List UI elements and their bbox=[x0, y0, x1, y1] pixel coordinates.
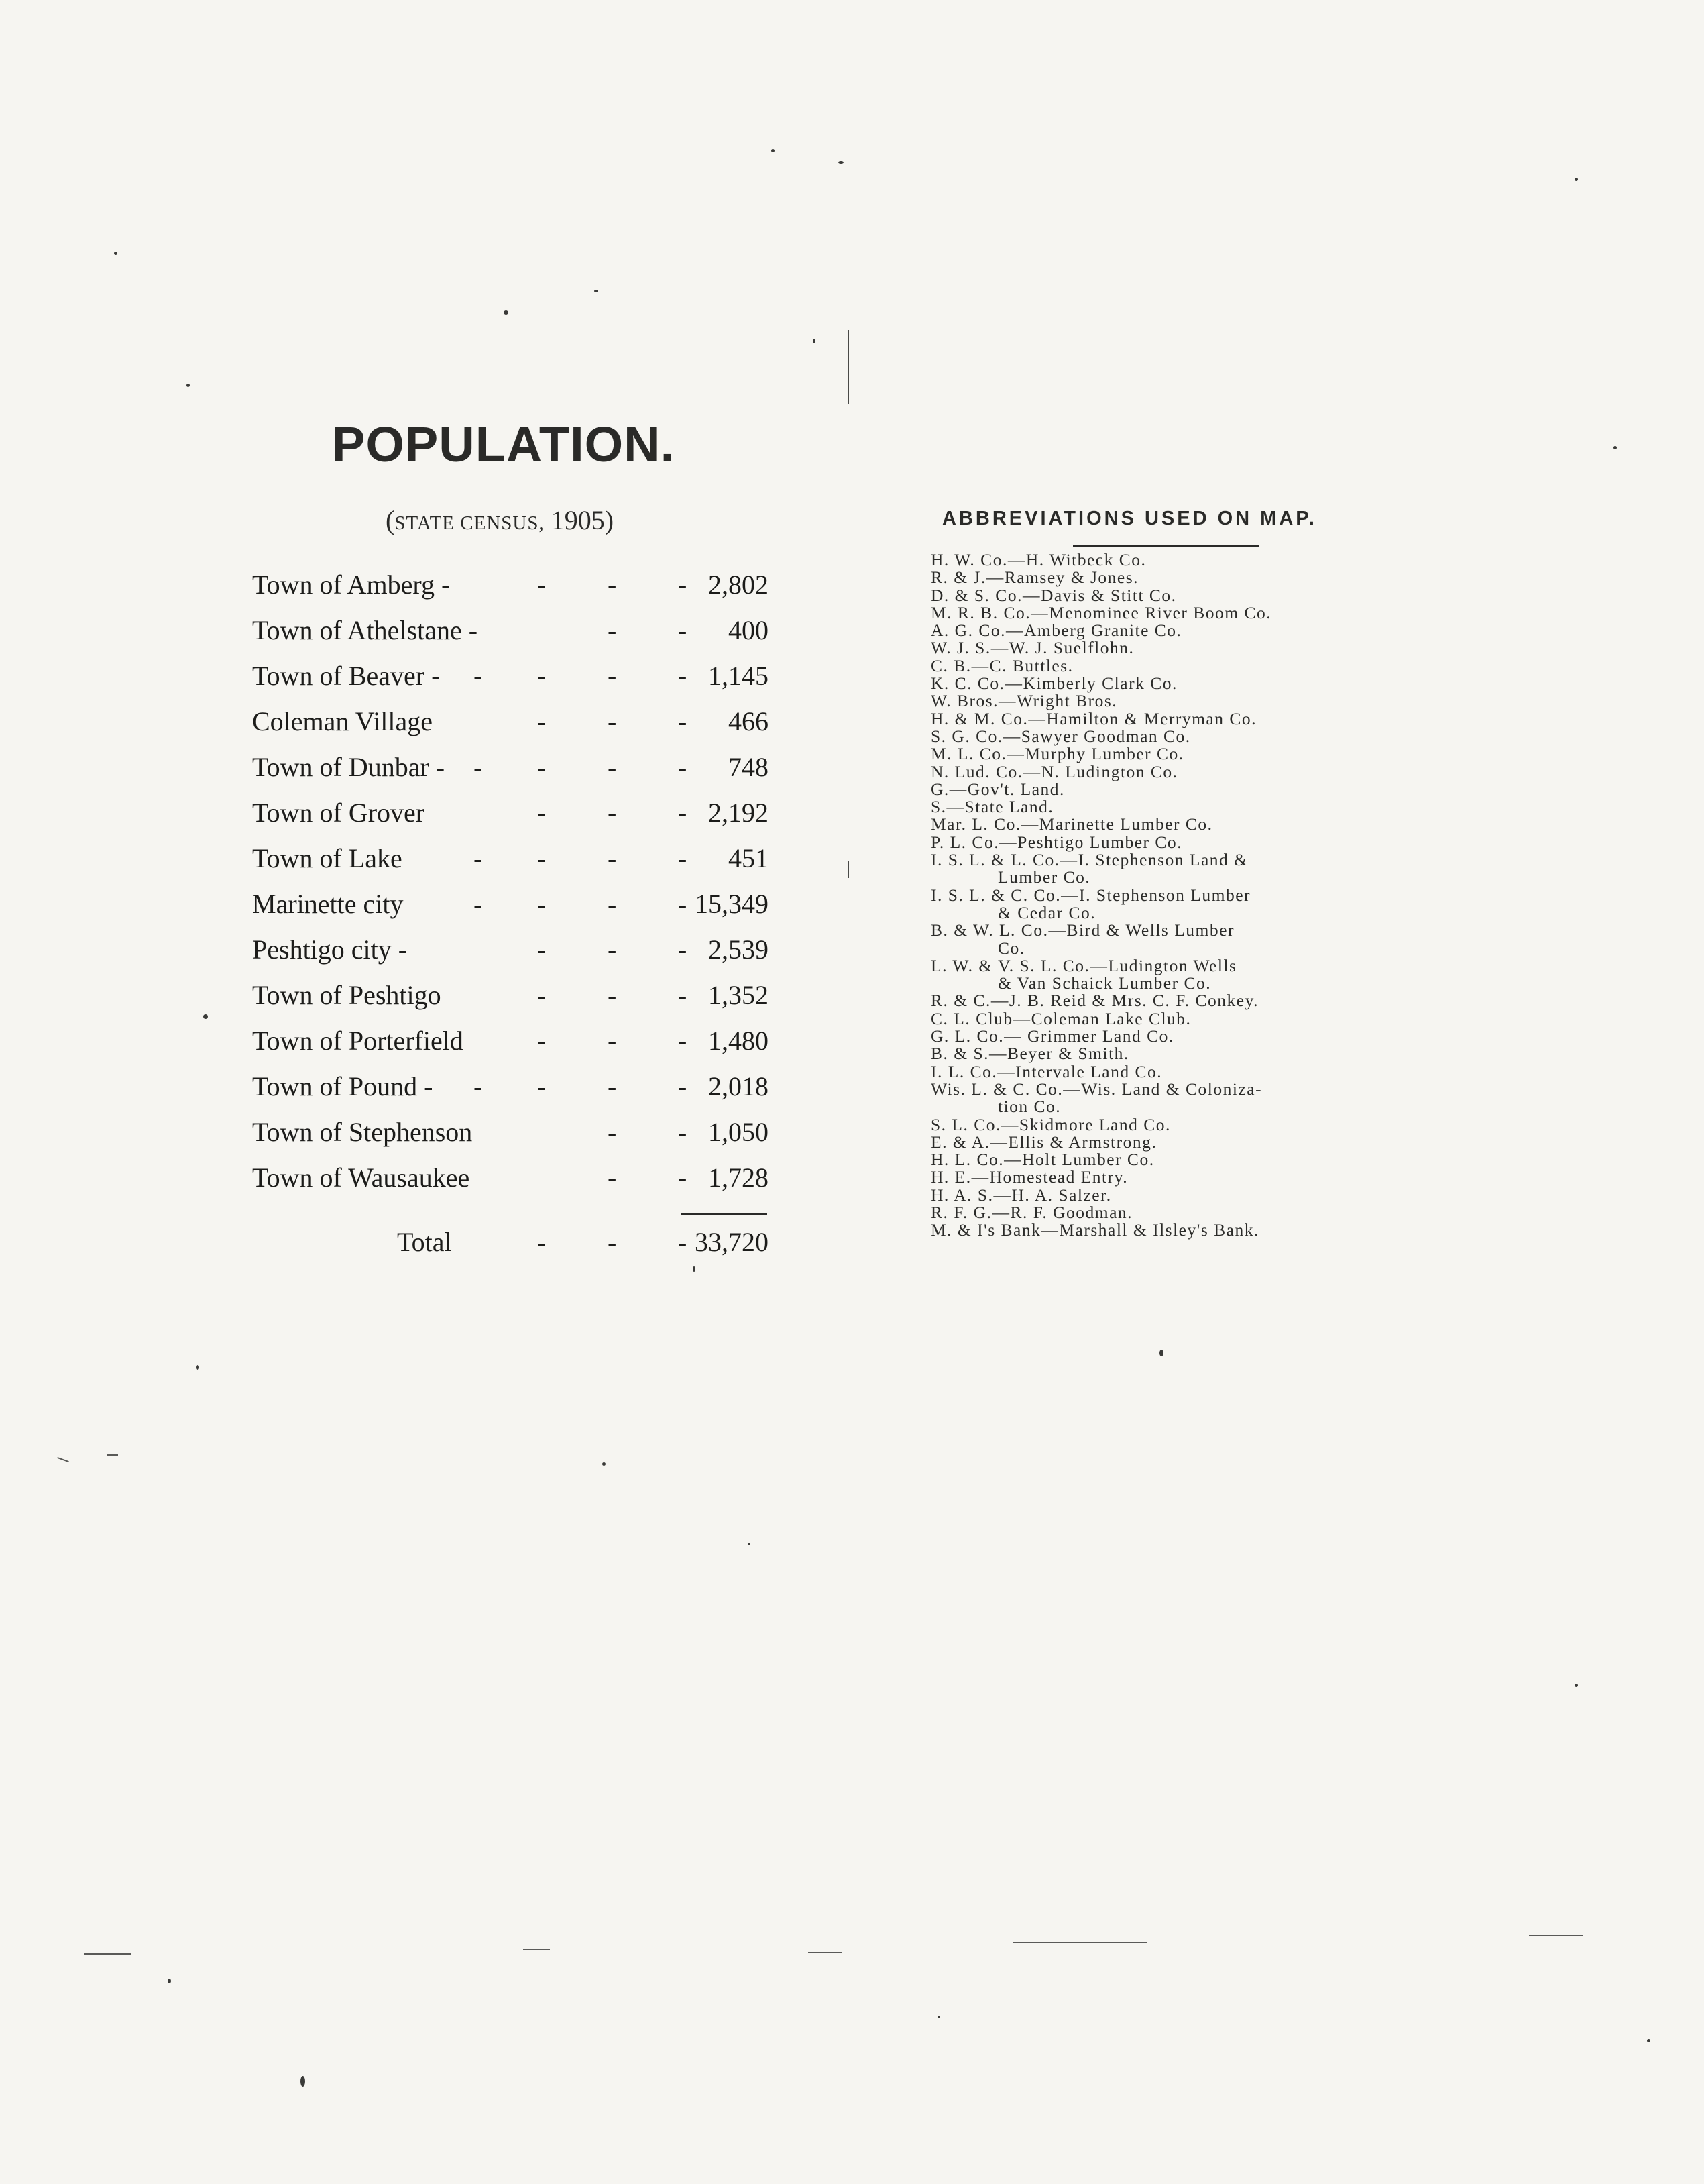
scan-mark bbox=[84, 1953, 131, 1955]
abbreviation-continuation: & Van Schaick Lumber Co. bbox=[998, 973, 1212, 993]
population-value: 400 bbox=[728, 615, 769, 645]
place-name: Town of Wausaukee bbox=[252, 1162, 470, 1193]
dash: - bbox=[537, 752, 547, 782]
scan-speck bbox=[693, 1266, 695, 1272]
scan-speck bbox=[168, 1979, 171, 1983]
dash-leader bbox=[473, 751, 701, 785]
dash: - bbox=[537, 980, 547, 1010]
dash: - bbox=[678, 1227, 687, 1257]
dash-leader bbox=[473, 660, 701, 694]
abbreviation-entry: I. S. L. & L. Co.—I. Stephenson Land & bbox=[931, 850, 1249, 870]
dash: - bbox=[608, 615, 617, 645]
dash: - bbox=[678, 569, 687, 600]
dash: - bbox=[537, 661, 547, 691]
dash: - bbox=[678, 980, 687, 1010]
scan-speck bbox=[1575, 178, 1578, 181]
abbreviation-entry: C. L. Club—Coleman Lake Club. bbox=[931, 1008, 1192, 1028]
place-name: Town of Stephenson bbox=[252, 1117, 473, 1147]
scan-speck bbox=[838, 161, 844, 164]
dash: - bbox=[678, 661, 687, 691]
place-name: Town of Dunbar - bbox=[252, 752, 445, 782]
dash: - bbox=[608, 752, 617, 782]
scan-speck bbox=[300, 2076, 305, 2087]
scan-mark bbox=[523, 1949, 550, 1950]
scan-speck bbox=[1159, 1350, 1163, 1356]
abbreviation-entry: K. C. Co.—Kimberly Clark Co. bbox=[931, 673, 1178, 694]
place-name: Town of Beaver - bbox=[252, 661, 441, 691]
dash-leader bbox=[473, 842, 701, 876]
subtitle-open-paren: ( bbox=[386, 505, 395, 535]
dash: - bbox=[678, 798, 687, 828]
population-total-row bbox=[252, 1221, 769, 1266]
total-value: 33,720 bbox=[695, 1227, 769, 1257]
place-name: Town of Peshtigo bbox=[252, 980, 441, 1010]
abbreviation-entry: W. Bros.—Wright Bros. bbox=[931, 691, 1118, 711]
population-row bbox=[252, 883, 769, 928]
place-name: Marinette city bbox=[252, 889, 404, 919]
dash: - bbox=[678, 889, 687, 919]
scan-speck bbox=[114, 252, 117, 255]
population-value: 1,352 bbox=[708, 980, 769, 1010]
dash: - bbox=[608, 1026, 617, 1056]
scan-speck bbox=[504, 310, 508, 315]
abbreviation-continuation: & Cedar Co. bbox=[998, 902, 1096, 922]
abbreviation-continuation: tion Co. bbox=[998, 1097, 1062, 1117]
dash: - bbox=[608, 569, 617, 600]
scan-speck bbox=[813, 339, 815, 343]
dash-leader bbox=[473, 614, 701, 648]
abbreviation-entry: S. L. Co.—Skidmore Land Co. bbox=[931, 1114, 1171, 1134]
dash: - bbox=[678, 843, 687, 873]
abbreviation-entry: B. & S.—Beyer & Smith. bbox=[931, 1044, 1129, 1064]
place-name: Town of Grover bbox=[252, 798, 425, 828]
dash: - bbox=[473, 843, 483, 873]
population-row bbox=[252, 1065, 769, 1111]
abbreviation-entry: M. L. Co.—Murphy Lumber Co. bbox=[931, 744, 1184, 764]
abbreviation-entry: H. E.—Homestead Entry. bbox=[931, 1167, 1129, 1187]
place-name: Coleman Village bbox=[252, 706, 433, 736]
abbreviation-entry: S.—State Land. bbox=[931, 797, 1054, 817]
subtitle-year: 1905) bbox=[544, 505, 614, 535]
abbreviation-entry: Wis. L. & C. Co.—Wis. Land & Coloniza- bbox=[931, 1079, 1263, 1099]
abbreviation-entry: I. L. Co.—Intervale Land Co. bbox=[931, 1061, 1163, 1081]
population-row bbox=[252, 1156, 769, 1202]
place-name: Town of Porterfield bbox=[252, 1026, 463, 1056]
total-label: Total bbox=[397, 1227, 452, 1257]
dash-leader bbox=[473, 888, 701, 922]
dash-leader bbox=[473, 1162, 701, 1195]
abbreviation-entry: G. L. Co.— Grimmer Land Co. bbox=[931, 1026, 1174, 1046]
dash: - bbox=[608, 706, 617, 736]
scan-speck bbox=[1647, 2039, 1650, 2042]
place-name: Town of Pound - bbox=[252, 1071, 433, 1101]
dash: - bbox=[678, 1117, 687, 1147]
dash: - bbox=[537, 798, 547, 828]
dash: - bbox=[537, 934, 547, 965]
population-value: 748 bbox=[728, 752, 769, 782]
dash-leader bbox=[473, 706, 701, 739]
dash: - bbox=[608, 1227, 617, 1257]
dash-leader bbox=[473, 1116, 701, 1150]
scan-speck bbox=[771, 149, 775, 152]
total-dash-leader bbox=[473, 1226, 701, 1260]
dash: - bbox=[608, 843, 617, 873]
population-value: 15,349 bbox=[695, 889, 769, 919]
abbreviation-entry: H. & M. Co.—Hamilton & Merryman Co. bbox=[931, 708, 1257, 728]
dash-leader bbox=[473, 569, 701, 602]
scan-speck bbox=[1613, 446, 1617, 449]
dash-leader bbox=[473, 934, 701, 967]
dash: - bbox=[473, 889, 483, 919]
dash: - bbox=[608, 889, 617, 919]
population-value: 451 bbox=[728, 843, 769, 873]
population-row bbox=[252, 791, 769, 837]
place-name: Town of Athelstane - bbox=[252, 615, 478, 645]
dash: - bbox=[678, 934, 687, 965]
dash: - bbox=[537, 569, 547, 600]
abbreviations-rule bbox=[1073, 545, 1259, 547]
population-row bbox=[252, 1020, 769, 1065]
scan-speck bbox=[594, 290, 598, 292]
total-rule bbox=[681, 1213, 767, 1215]
scan-mark bbox=[1529, 1935, 1583, 1936]
scan-speck bbox=[196, 1365, 199, 1370]
dash: - bbox=[473, 752, 483, 782]
dash: - bbox=[608, 934, 617, 965]
scan-mark bbox=[848, 861, 849, 878]
abbreviation-entry: N. Lud. Co.—N. Ludington Co. bbox=[931, 761, 1178, 781]
population-row bbox=[252, 609, 769, 655]
abbreviation-entry: R. & C.—J. B. Reid & Mrs. C. F. Conkey. bbox=[931, 991, 1259, 1011]
population-value: 2,539 bbox=[708, 934, 769, 965]
dash-leader bbox=[473, 1071, 701, 1104]
abbreviation-entry: B. & W. L. Co.—Bird & Wells Lumber bbox=[931, 920, 1235, 940]
dash: - bbox=[473, 661, 483, 691]
dash: - bbox=[473, 1071, 483, 1101]
population-row bbox=[252, 563, 769, 609]
population-row bbox=[252, 746, 769, 791]
dash: - bbox=[678, 752, 687, 782]
abbreviation-entry: R. & J.—Ramsey & Jones. bbox=[931, 567, 1139, 588]
dash: - bbox=[678, 706, 687, 736]
population-row bbox=[252, 1111, 769, 1156]
dash: - bbox=[678, 1026, 687, 1056]
abbreviation-entry: I. S. L. & C. Co.—I. Stephenson Lumber bbox=[931, 885, 1251, 905]
population-value: 1,145 bbox=[708, 661, 769, 691]
population-value: 1,728 bbox=[708, 1162, 769, 1193]
dash: - bbox=[608, 661, 617, 691]
dash: - bbox=[608, 1117, 617, 1147]
population-table bbox=[252, 563, 769, 1202]
population-value: 2,802 bbox=[708, 569, 769, 600]
population-value: 1,480 bbox=[708, 1026, 769, 1056]
population-value: 2,192 bbox=[708, 798, 769, 828]
dash: - bbox=[537, 1071, 547, 1101]
scan-speck bbox=[938, 2016, 940, 2018]
population-value: 2,018 bbox=[708, 1071, 769, 1101]
population-row bbox=[252, 655, 769, 700]
place-name: Town of Amberg - bbox=[252, 569, 451, 600]
abbreviation-entry: R. F. G.—R. F. Goodman. bbox=[931, 1202, 1133, 1222]
abbreviation-entry: H. L. Co.—Holt Lumber Co. bbox=[931, 1150, 1155, 1170]
dash: - bbox=[537, 843, 547, 873]
dash: - bbox=[608, 1162, 617, 1193]
dash: - bbox=[537, 1026, 547, 1056]
population-value: 1,050 bbox=[708, 1117, 769, 1147]
abbreviation-entry: G.—Gov't. Land. bbox=[931, 779, 1065, 799]
dash: - bbox=[678, 1162, 687, 1193]
scan-speck bbox=[186, 384, 190, 387]
scan-mark bbox=[1013, 1942, 1147, 1943]
scan-speck bbox=[1575, 1684, 1578, 1687]
abbreviation-entry: Mar. L. Co.—Marinette Lumber Co. bbox=[931, 814, 1213, 834]
dash: - bbox=[608, 798, 617, 828]
abbreviation-entry: H. W. Co.—H. Witbeck Co. bbox=[931, 550, 1147, 569]
dash: - bbox=[608, 1071, 617, 1101]
scan-mark bbox=[808, 1952, 842, 1953]
dash: - bbox=[608, 980, 617, 1010]
scan-mark bbox=[107, 1454, 118, 1456]
scan-mark bbox=[848, 330, 849, 404]
scan-speck bbox=[203, 1014, 208, 1019]
abbreviation-entry: S. G. Co.—Sawyer Goodman Co. bbox=[931, 726, 1191, 746]
abbreviation-entry: E. & A.—Ellis & Armstrong. bbox=[931, 1132, 1157, 1152]
abbreviation-entry: M. R. B. Co.—Menominee River Boom Co. bbox=[931, 602, 1272, 622]
scan-speck bbox=[748, 1543, 750, 1545]
dash: - bbox=[537, 1227, 547, 1257]
population-row bbox=[252, 974, 769, 1020]
dash-leader bbox=[473, 979, 701, 1013]
abbreviation-entry: P. L. Co.—Peshtigo Lumber Co. bbox=[931, 832, 1183, 852]
abbreviations-title: ABBREVIATIONS USED ON MAP. bbox=[942, 508, 1317, 529]
dash: - bbox=[537, 706, 547, 736]
dash-leader bbox=[473, 797, 701, 830]
place-name: Peshtigo city - bbox=[252, 934, 408, 965]
dash: - bbox=[678, 615, 687, 645]
abbreviation-entry: D. & S. Co.—Davis & Stitt Co. bbox=[931, 585, 1177, 605]
abbreviation-entry: C. B.—C. Buttles. bbox=[931, 655, 1074, 675]
abbreviation-entry: W. J. S.—W. J. Suelflohn. bbox=[931, 638, 1135, 658]
population-title: POPULATION. bbox=[332, 417, 675, 472]
abbreviation-entry: M. & I's Bank—Marshall & Ilsley's Bank. bbox=[931, 1220, 1259, 1240]
abbreviation-continuation: Lumber Co. bbox=[998, 867, 1091, 887]
population-subtitle bbox=[386, 504, 614, 536]
abbreviation-entry: H. A. S.—H. A. Salzer. bbox=[931, 1185, 1112, 1205]
dash: - bbox=[537, 889, 547, 919]
abbreviations-list bbox=[931, 551, 1400, 1240]
place-name: Town of Lake bbox=[252, 843, 402, 873]
population-value: 466 bbox=[728, 706, 769, 736]
dash: - bbox=[678, 1071, 687, 1101]
subtitle-census-label: STATE CENSUS, bbox=[394, 512, 545, 534]
abbreviation-continuation: Co. bbox=[998, 938, 1025, 958]
scan-speck bbox=[602, 1462, 606, 1466]
abbreviation-entry: L. W. & V. S. L. Co.—Ludington Wells bbox=[931, 955, 1237, 975]
scan-mark bbox=[57, 1457, 69, 1462]
abbreviation-entry: A. G. Co.—Amberg Granite Co. bbox=[931, 620, 1182, 641]
population-row bbox=[252, 928, 769, 974]
population-row bbox=[252, 700, 769, 746]
population-row bbox=[252, 837, 769, 883]
dash-leader bbox=[473, 1025, 701, 1058]
